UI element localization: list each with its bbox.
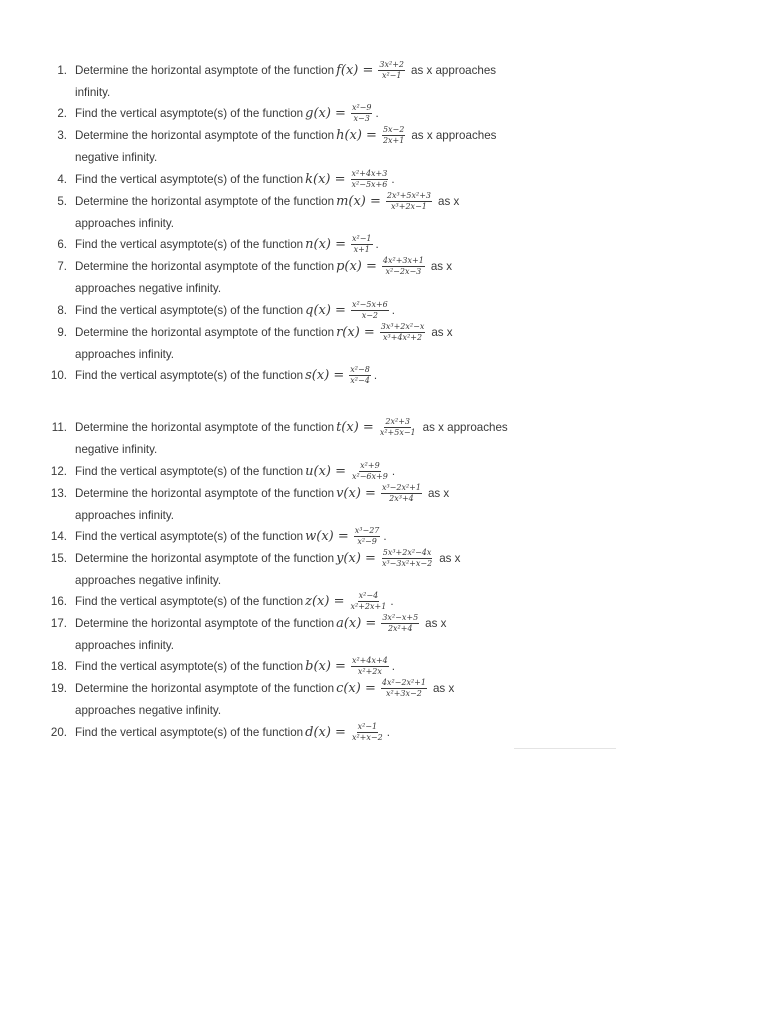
problem-number: 9. [57,325,67,339]
fraction [382,126,405,145]
problem-number: 13. [50,486,67,500]
problem-text: Determine the horizontal asymptote of the function [75,194,335,208]
denominator: x³−3x²+x−2 [381,558,433,568]
problem-text: Find the vertical asymptote(s) of the function [75,529,304,543]
problem-tail: as x [431,325,453,339]
numerator: x²−1 [357,721,378,731]
problem-tail: as x [430,259,453,273]
fraction [379,418,417,437]
denominator: x−2 [361,310,379,320]
problem-text: Find the vertical asymptote(s) of the function [75,725,304,739]
problem-continuation: negative infinity. [75,150,158,164]
function-name: r(x) = [336,324,375,340]
denominator: x²+2x [357,666,382,676]
divider-line [514,748,616,749]
problem-continuation: approaches negative infinity. [75,281,222,295]
problem-tail: . [391,659,396,673]
denominator: x²−5x+6 [351,179,388,189]
function-name: u(x) = [305,463,346,479]
numerator: 4x²+3x+1 [382,255,424,265]
fraction [351,657,389,676]
problem-text: Determine the horizontal asymptote of the function [75,259,335,273]
numerator: x²−8 [350,364,370,374]
denominator: 2x³+4 [389,493,414,503]
problem-text: Determine the horizontal asymptote of the function [75,551,335,565]
function-name: h(x) = [336,127,377,143]
denominator: x²−1 [381,70,402,80]
denominator: x−3 [353,113,370,123]
denominator: x³+2x−1 [391,201,427,211]
numerator: x²+4x+3 [351,168,388,178]
problem-tail: as x [427,486,450,500]
problem-tail: . [391,464,396,478]
numerator: x²−9 [351,102,372,112]
numerator: 3x²+2 [379,59,404,69]
problem-text: Find the vertical asymptote(s) of the function [75,237,304,251]
fraction [351,170,389,189]
function-name: c(x) = [336,680,376,696]
fraction [378,61,405,80]
numerator: 3x²−x+5 [382,612,419,622]
numerator: x²−1 [352,233,372,243]
function-name: n(x) = [305,236,346,252]
problem-tail: . [375,106,379,120]
problem-text: Determine the horizontal asymptote of the function [75,420,335,434]
problem-text: Find the vertical asymptote(s) of the function [75,594,304,608]
denominator: 2x+1 [382,135,405,145]
problem-number: 11. [51,420,67,434]
fraction [381,679,427,698]
fraction [386,192,432,211]
problem-tail: as x [439,551,461,565]
problem-continuation: approaches negative infinity. [75,703,222,717]
problem-tail: as x [432,681,455,695]
numerator: x³−2x²+1 [381,482,421,492]
problem-text: Determine the horizontal asymptote of the function [75,681,335,695]
function-name: q(x) = [305,302,346,318]
fraction [349,592,387,611]
denominator: x+1 [353,244,370,254]
function-name: z(x) = [305,593,345,609]
problem-tail: . [390,594,394,608]
denominator: x²+2x+1 [350,601,387,611]
problem-number: 17. [50,616,67,630]
problem-number: 10. [50,368,67,382]
numerator: x²−5x+6 [351,299,388,309]
problem-number: 18. [50,659,67,673]
problem-number: 19. [50,681,67,695]
fraction [382,257,425,276]
problem-tail: . [391,303,396,317]
problem-text: Determine the horizontal asymptote of the function [75,128,335,142]
function-name: v(x) = [336,485,376,501]
function-name: g(x) = [305,105,346,121]
problem-number: 16. [50,594,67,608]
problem-tail: . [375,237,379,251]
fraction [380,323,426,342]
numerator: 3x³+2x²−x [380,321,425,331]
fraction [351,723,384,742]
numerator: x²+4x+4 [351,655,388,665]
denominator: x²+x−2 [351,732,383,742]
problem-number: 3. [57,128,67,142]
problem-text: Find the vertical asymptote(s) of the function [75,303,304,317]
problem-number: 20. [50,725,67,739]
numerator: x²+9 [360,460,380,470]
function-name: s(x) = [305,367,345,383]
numerator: 5x−2 [382,124,405,134]
problem-text: Find the vertical asymptote(s) of the function [75,464,304,478]
fraction [351,235,373,254]
problem-continuation: approaches infinity. [75,508,175,522]
problem-continuation: approaches infinity. [75,216,175,230]
problem-text: Determine the horizontal asymptote of the function [75,486,335,500]
problem-number: 4. [57,172,67,186]
numerator: x³−27 [354,525,380,535]
problem-tail: . [373,368,378,382]
problem-tail: as x approaches [411,128,497,142]
problem-continuation: approaches negative infinity. [75,573,222,587]
problem-number: 7. [57,259,67,273]
problem-text: Determine the horizontal asymptote of the function [75,616,335,630]
problem-tail: . [383,529,387,543]
problem-text: Find the vertical asymptote(s) of the function [75,659,304,673]
function-name: d(x) = [305,724,346,740]
problem-tail: . [391,172,395,186]
problem-number: 6. [57,237,67,251]
problem-number: 5. [57,194,67,208]
problem-continuation: infinity. [75,85,111,99]
function-name: m(x) = [336,193,381,209]
problem-text: Find the vertical asymptote(s) of the function [75,172,304,186]
fraction [351,462,389,481]
problem-number: 8. [57,303,67,317]
denominator: x²+5x−1 [379,427,416,437]
fraction [381,549,433,568]
numerator: 4x²−2x²+1 [381,677,426,687]
problem-tail: as x approaches [422,420,508,434]
fraction [381,614,419,633]
problem-continuation: negative infinity. [75,442,158,456]
function-name: t(x) = [336,419,374,435]
function-name: k(x) = [305,171,346,187]
problem-number: 1. [57,63,67,77]
problem-text: Determine the horizontal asymptote of the function [75,63,335,77]
function-name: a(x) = [336,615,377,631]
problem-continuation: approaches infinity. [75,347,175,361]
denominator: x²−9 [357,536,377,546]
problem-text: Determine the horizontal asymptote of the function [75,325,335,339]
denominator: x²−2x−3 [385,266,422,276]
fraction [351,104,373,123]
fraction [381,484,422,503]
problem-tail: as x [438,194,460,208]
problem-number: 2. [57,106,67,120]
problem-tail: as x approaches [411,63,497,77]
problem-text: Find the vertical asymptote(s) of the function [75,368,304,382]
fraction [349,366,371,385]
numerator: x²−4 [358,590,379,600]
problem-continuation: approaches infinity. [75,638,175,652]
fraction [354,527,381,546]
denominator: x²−4 [350,375,370,385]
function-name: y(x) = [336,550,376,566]
denominator: x²−6x+9 [352,471,388,481]
problem-number: 12. [50,464,67,478]
denominator: x²+3x−2 [386,688,422,698]
function-name: p(x) = [336,258,377,274]
denominator: 2x²+4 [387,623,413,633]
problem-tail: . [386,725,390,739]
problem-tail: as x [425,616,447,630]
problem-number: 14. [50,529,67,543]
fraction [351,301,389,320]
problem-number: 15. [50,551,67,565]
denominator: x³+4x²+2 [383,332,423,342]
numerator: 2x³+5x²+3 [386,190,432,200]
function-name: w(x) = [305,528,349,544]
function-name: b(x) = [305,658,346,674]
function-name: f(x) = [336,62,374,78]
numerator: 2x²+3 [385,416,411,426]
problem-text: Find the vertical asymptote(s) of the function [75,106,304,120]
numerator: 5x³+2x²−4x [382,547,432,557]
